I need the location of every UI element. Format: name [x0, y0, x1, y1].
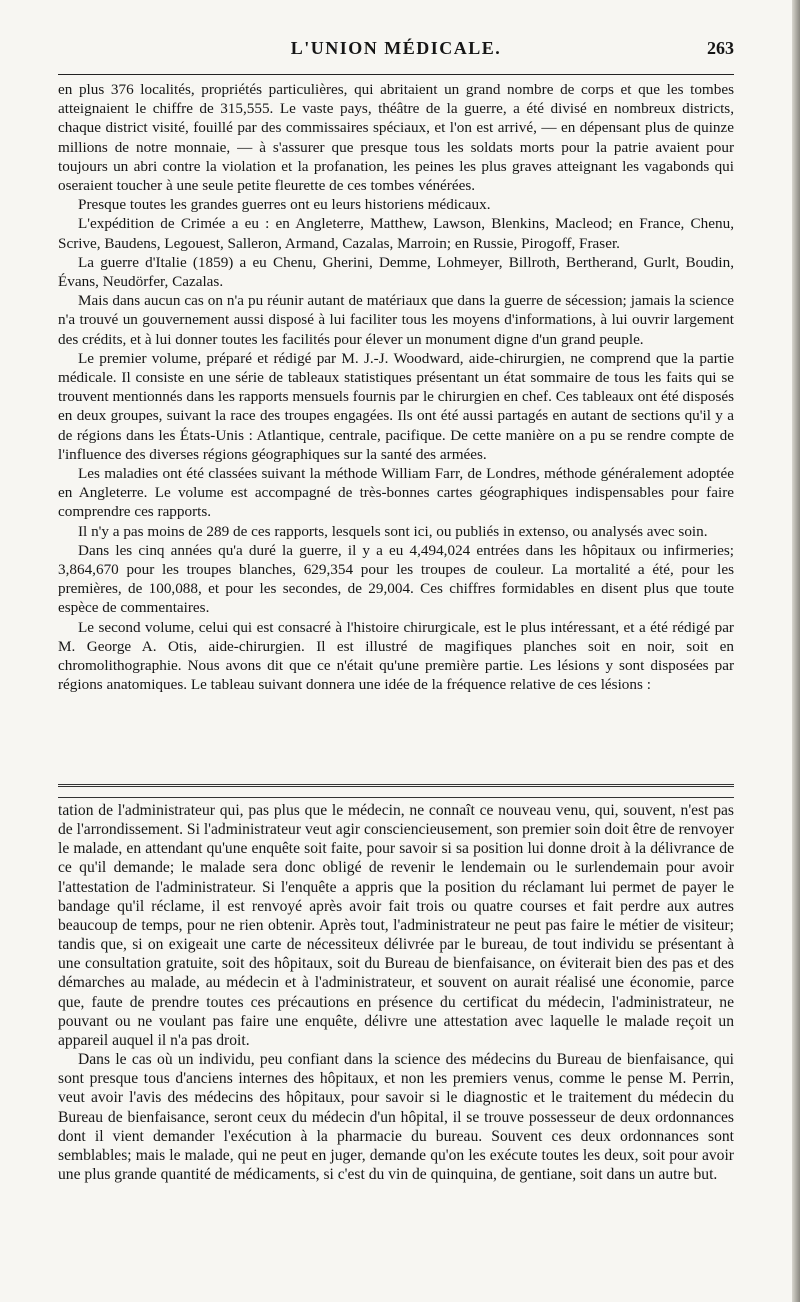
header-rule — [58, 74, 734, 75]
paragraph: Dans le cas où un individu, peu confiant dans la science des médecins du Bureau de bienfaisance, qui sont presque tous d'anciens internes des hôpitaux, et non les premiers venus, comme le pense M. Perrin, veut avoir l'avis des médecins des hôpitaux, pour savoir si le diagnostic et le traitement du médecin du Bureau de bienfaisance, seront ceux du médecin d'un hôpital, il se trouve possesseur de deux ordonnances dont il vient demander l'exécution à la pharmacie du bureau. Souvent ces deux ordonnances sont semblables; mais le malade, qui ne peut en juger, demande qu'on les exécute toutes les deux, soit pour avoir une plus grande quantité de médicaments, si c'est du vin de quinquina, de gentiane, soit dans un autre but. — [58, 1051, 734, 1183]
paragraph: en plus 376 localités, propriétés particulières, qui abritaient un grand nombre de corps et que les tombes atteignaient le chiffre de 315,555. Le vaste pays, théâtre de la guerre, a été divisé en nombreux districts, chaque district visité, fouillé par des commissaires spéciaux, et l'on est arrivé, — en dépensant plus de quinze millions de notre monnaie, — à s'assurer que presque tous les soldats morts pour la patrie avaient pour toujours un abri contre la violation et la profanation, les peines les plus graves atteignant les vagabonds qui oseraient toucher à une seule petite fleurette de ces tombes vénérées. — [58, 81, 734, 195]
paragraph: Le second volume, celui qui est consacré à l'histoire chirurgicale, est le plus intéressant, et a été rédigé par M. George A. Otis, aide-chirurgien. Il est illustré de magifiques planches soit en noir, soit en chromolithographie. Nous avons dit que ce n'était qu'une première partie. Les lésions y sont disposées par régions anatomiques. Le tableau suivant donnera une idée de la fréquence relative de ces lésions : — [58, 618, 734, 694]
paragraph: Mais dans aucun cas on n'a pu réunir autant de matériaux que dans la guerre de sécession; jamais la science n'a trouvé un gouvernement aussi disposé à lui faciliter tous les moyens d'informations, à lui ouvrir largement des crédits, et à lui donner toutes les facilités pour élever un monument digne d'un grand peuple. — [58, 292, 734, 348]
lower-article — [58, 801, 734, 1184]
upper-article — [58, 80, 734, 695]
paragraph: Il n'y a pas moins de 289 de ces rapports, lesquels sont ici, ou publiés in extenso, ou analysés avec soin. — [78, 522, 708, 540]
paragraph: tation de l'administrateur qui, pas plus que le médecin, ne connaît ce nouveau venu, qui, souvent, n'est pas de l'arrondissement. Si l'administrateur veut agir consciencieusement, son premier soin doit être de renvoyer le malade, en attendant qu'une enquête soit faite, pour savoir si sa position lui donne droit à la délivrance de ce qu'il demande; le malade sera donc obligé de revenir le lendemain ou le surlendemain pour avoir l'attestation de l'administrateur. Si l'enquête a appris que la position du réclamant lui permet de payer le bandage qu'il réclame, il est renvoyé après avoir fait trois ou quatre courses et fait perdre aux autres beaucoup de temps, pour ne rien obtenir. Après tout, l'administrateur ne peut pas faire le métier de visiteur; tandis que, si on exigeait une carte de nécessiteux délivrée par le bureau, de tout individu se présentant à une consultation gratuite, soit des hôpitaux, soit du Bureau de bienfaisance, on éviterait bien des pas et des démarches au malade, au médecin et à l'administrateur, et souvent on aurait réalisé une économie, parce que, faute de prendre toutes ces précautions en présence du certificat du médecin, l'administrateur, ne pouvant ou ne voulant pas faire une enquête, délivre une attestation avec laquelle le malade reçoit un appareil auquel il n'a pas droit. — [58, 802, 734, 1049]
paragraph: La guerre d'Italie (1859) a eu Chenu, Gherini, Demme, Lohmeyer, Billroth, Bertherand, Gurlt, Boudin, Évans, Neudörfer, Cazalas. — [58, 253, 734, 291]
paragraph: Presque toutes les grandes guerres ont eu leurs historiens médicaux. — [78, 196, 491, 214]
page-header — [58, 38, 734, 68]
paragraph: Dans les cinq années qu'a duré la guerre, il y a eu 4,494,024 entrées dans les hôpitaux ou infirmeries; 3,864,670 pour les troupes blanches, 629,354 pour les troupes de couleur. La mortalité a été, pour les premières, de 100,088, et pour les secondes, de 29,004. Ces chiffres formidables en disent plus que toute espèce de commentaires. — [58, 541, 734, 617]
running-title: L'UNION MÉDICALE. — [290, 38, 502, 58]
paragraph: Le premier volume, préparé et rédigé par M. J.-J. Woodward, aide-chirurgien, ne comprend que la partie médicale. Il consiste en une série de tableaux statistiques présentant un état sommaire de tous les faits qui se trouvent mentionnés dans les rapports mensuels fournis par le chirurgien en chef. Ces tableaux ont été disposés en deux groupes, suivant la race des troupes engagées. Ils ont été aussi partagés en autant de sections qu'il y a de régions dans les États-Unis : Atlantique, centrale, pacifique. De cette manière on a pu se rendre compte de l'influence des diverses régions géographiques sur la santé des armées. — [58, 349, 734, 463]
page-edge — [792, 0, 800, 1302]
page-number: 263 — [707, 38, 734, 58]
paragraph: Les maladies ont été classées suivant la méthode William Farr, de Londres, méthode généralement adoptée en Angleterre. Le volume est accompagné de très-bonnes cartes géographiques indispensables pour faire comprendre ces rapports. — [58, 465, 734, 521]
paragraph: L'expédition de Crimée a eu : en Angleterre, Matthew, Lawson, Blenkins, Macleod; en France, Chenu, Scrive, Baudens, Legouest, Salleron, Armand, Cazalas, Marroin; en Russie, Pirogoff, Fraser. — [58, 215, 734, 252]
section-separator — [58, 784, 734, 798]
